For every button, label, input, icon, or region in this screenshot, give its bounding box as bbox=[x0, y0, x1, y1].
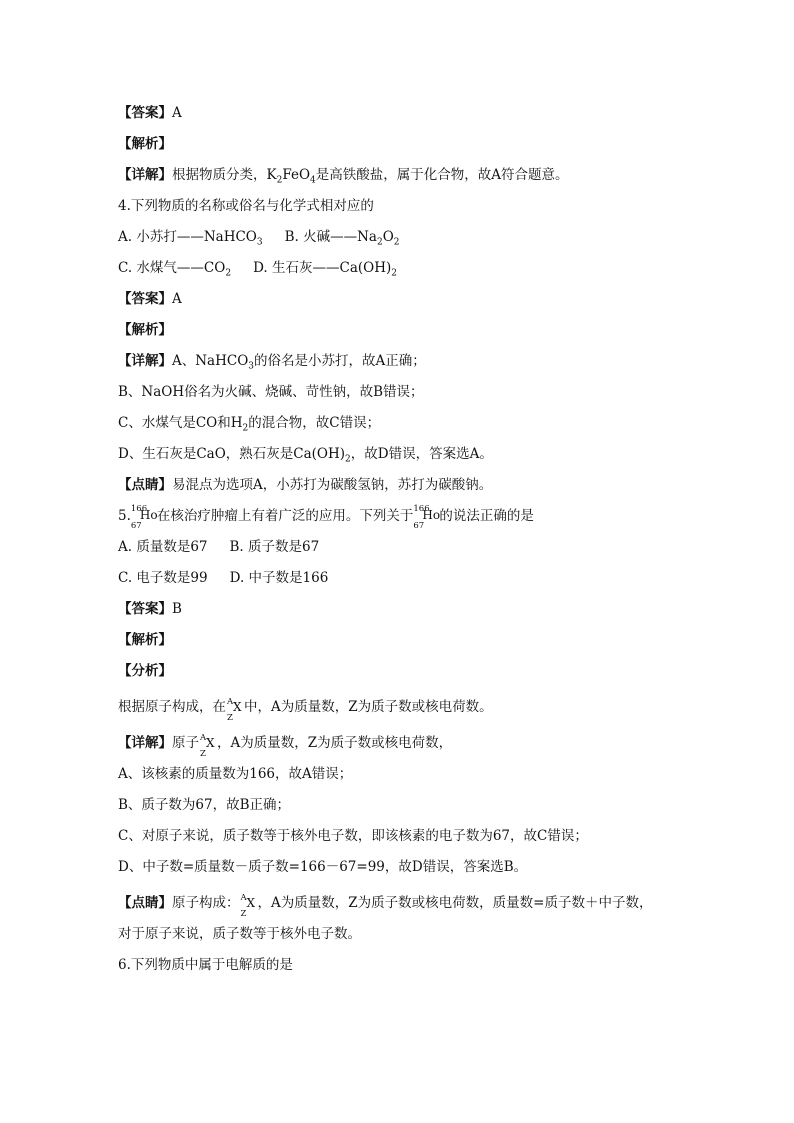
detail-text: 根据物质分类，K bbox=[172, 167, 277, 183]
q5-detail-d: D、中子数=质量数－质子数=166－67=99，故D错误，答案选B。 bbox=[118, 859, 528, 875]
q4-detail-d: D、生石灰是CaO，熟石灰是$Ca(OH)_2$，故D错误，答案选A。 bbox=[118, 446, 493, 465]
analysis-tag: 【解析】 bbox=[118, 322, 172, 338]
q3-answer bbox=[118, 98, 698, 129]
nuclide-symbol: 166 67 Ho bbox=[130, 504, 158, 531]
q3-detail bbox=[118, 160, 698, 191]
option-b: B. 质子数是67 bbox=[229, 539, 320, 555]
q5-note: 【点睛】原子构成： A Z X ，A为质量数，Z为质子数或核电荷数，质量数=质子数＋中子数， bbox=[118, 883, 698, 919]
detail-text: 是高铁酸盐，属于化合物，故A符合题意。 bbox=[315, 167, 569, 183]
option-c: C. 水煤气$——CO_2$ bbox=[118, 260, 232, 279]
document-page bbox=[118, 98, 698, 981]
q4-detail-b: B、NaOH俗名为火碱、烧碱、苛性钠，故B错误； bbox=[118, 384, 424, 400]
generic-nuclide-symbol: A Z X bbox=[200, 733, 215, 759]
q5-detail: 【详解】原子 A Z X ，A为质量数，Z为质子数或核电荷数， bbox=[118, 723, 698, 759]
option-d: D. 中子数是166 bbox=[229, 570, 329, 586]
answer-value: B bbox=[172, 601, 182, 617]
generic-nuclide-symbol: A Z X bbox=[227, 697, 242, 723]
q5-detail-c: C、对原子来说，质子数等于核外电子数，即该核素的电子数为67，故C错误； bbox=[118, 828, 588, 844]
option-b: B. 火碱$——Na_2O_2$ bbox=[284, 229, 400, 248]
analysis-tag: 【解析】 bbox=[118, 136, 172, 152]
answer-value: A bbox=[172, 105, 182, 121]
q4-options-cd bbox=[118, 253, 698, 284]
option-c: C. 电子数是99 bbox=[118, 570, 208, 586]
generic-nuclide-symbol: A Z X bbox=[240, 893, 256, 919]
analysis-tag: 【解析】 bbox=[118, 632, 172, 648]
q5-analysis2 bbox=[118, 656, 698, 687]
subscript: 2 bbox=[276, 175, 283, 186]
note-tag: 【点睛】 bbox=[118, 477, 172, 493]
q5-options-ab bbox=[118, 532, 698, 563]
answer-value: A bbox=[172, 291, 182, 307]
analysis2-tag: 【分析】 bbox=[118, 663, 172, 679]
q4-options-ab bbox=[118, 222, 698, 253]
option-a: A. 小苏打——NaHCO$_3$ bbox=[118, 229, 263, 248]
detail-tag: 【详解】 bbox=[118, 353, 172, 369]
q5-options-cd bbox=[118, 563, 698, 594]
answer-tag: 【答案】 bbox=[118, 291, 172, 307]
q5-answer bbox=[118, 594, 698, 625]
q5-analysis bbox=[118, 625, 698, 656]
question-stem: 6.下列物质中属于电解质的是 bbox=[118, 957, 293, 973]
q5-stem: 5. 166 67 Ho 在核治疗肿瘤上有着广泛的应用。下列关于 166 67 Ho 的说法正确的是 bbox=[118, 504, 534, 531]
answer-tag: 【答案】 bbox=[118, 105, 172, 121]
q6-stem bbox=[118, 950, 698, 981]
q4-detail-c: C、水煤气是CO和$H_2$的混合物，故C错误； bbox=[118, 415, 381, 434]
q5-detail-b: B、质子数为67，故B正确； bbox=[118, 797, 291, 813]
q4-stem bbox=[118, 191, 698, 222]
subscript: 4 bbox=[310, 175, 316, 186]
q4-analysis bbox=[118, 315, 698, 346]
q5-analysis-text: 根据原子构成，在 A Z X 中，A为质量数，Z为质子数或核电荷数。 bbox=[118, 687, 698, 723]
q3-analysis bbox=[118, 129, 698, 160]
q4-note: 【点睛】易混点为选项A，小苏打为碳酸氢钠，苏打为碳酸钠。 bbox=[118, 477, 493, 493]
nuclide-symbol: 166 67 Ho bbox=[413, 504, 441, 531]
detail-text: FeO bbox=[282, 167, 311, 183]
answer-tag: 【答案】 bbox=[118, 601, 172, 617]
q5-detail-a: A、该核素的质量数为166，故A错误； bbox=[118, 766, 353, 782]
question-stem: 4.下列物质的名称或俗名与化学式相对应的 bbox=[118, 198, 374, 214]
note-tag: 【点睛】 bbox=[118, 895, 172, 911]
detail-tag: 【详解】 bbox=[118, 735, 172, 751]
q4-detail-a: 【详解】A、NaHCO$_3$的俗名是小苏打，故A正确； bbox=[118, 353, 426, 372]
q4-answer bbox=[118, 284, 698, 315]
q5-note-cont: 对于原子来说，质子数等于核外电子数。 bbox=[118, 926, 361, 942]
option-d: D. 生石灰$——Ca(OH)_2$ bbox=[253, 260, 397, 279]
option-a: A. 质量数是67 bbox=[118, 539, 208, 555]
detail-tag: 【详解】 bbox=[118, 167, 172, 183]
